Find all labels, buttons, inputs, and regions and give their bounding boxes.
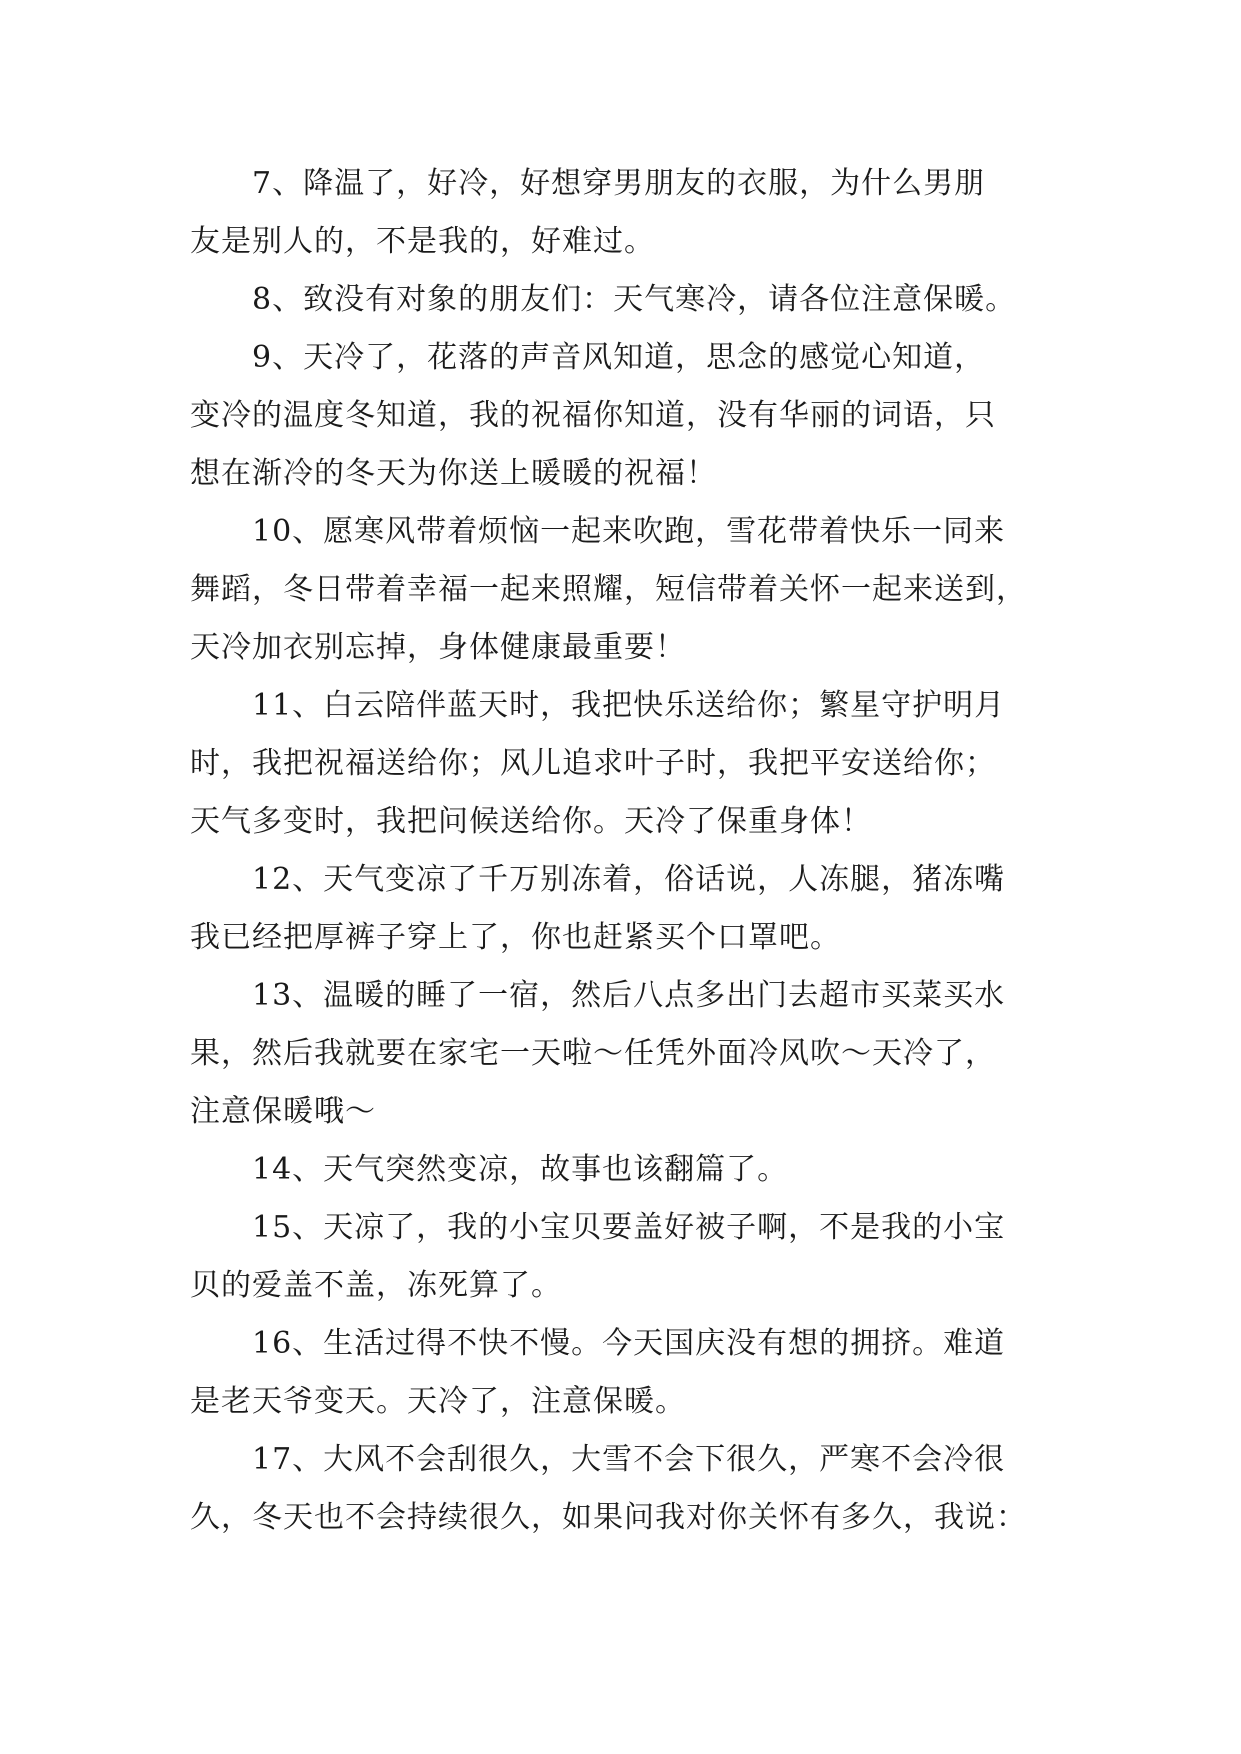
text-line: 11、白云陪伴蓝天时，我把快乐送给你；繁星守护明月 <box>252 688 1006 723</box>
text-line: 舞蹈，冬日带着幸福一起来照耀，短信带着关怀一起来送到， <box>190 572 1027 607</box>
text-line: 友是别人的，不是我的，好难过。 <box>190 224 655 259</box>
document-body <box>190 155 1060 1547</box>
text-line: 15、天凉了，我的小宝贝要盖好被子啊，不是我的小宝 <box>252 1210 1006 1245</box>
paragraph <box>190 1199 1060 1315</box>
text-line: 是老天爷变天。天冷了，注意保暖。 <box>190 1384 686 1419</box>
text-line: 17、大风不会刮很久，大雪不会下很久，严寒不会冷很 <box>252 1442 1006 1477</box>
paragraph <box>190 1315 1060 1431</box>
paragraph <box>190 271 1060 329</box>
text-line: 16、生活过得不快不慢。今天国庆没有想的拥挤。难道 <box>252 1326 1006 1361</box>
text-line: 果，然后我就要在家宅一天啦～任凭外面冷风吹～天冷了， <box>190 1036 996 1071</box>
text-line: 9、天冷了，花落的声音风知道，思念的感觉心知道， <box>252 340 986 375</box>
text-line: 14、天气突然变凉，故事也该翻篇了。 <box>252 1152 789 1187</box>
paragraph <box>190 503 1060 677</box>
text-line: 变冷的温度冬知道，我的祝福你知道，没有华丽的词语，只 <box>190 398 996 433</box>
text-line: 时，我把祝福送给你；风儿追求叶子时，我把平安送给你； <box>190 746 996 781</box>
paragraph <box>190 851 1060 967</box>
text-line: 天气多变时，我把问候送给你。天冷了保重身体！ <box>190 804 872 839</box>
text-line: 8、致没有对象的朋友们：天气寒冷，请各位注意保暖。 <box>252 282 1017 317</box>
text-line: 7、降温了，好冷，好想穿男朋友的衣服，为什么男朋 <box>252 166 986 201</box>
text-line: 久，冬天也不会持续很久，如果问我对你关怀有多久，我说： <box>190 1500 1027 1535</box>
paragraph <box>190 329 1060 503</box>
paragraph <box>190 677 1060 851</box>
text-line: 注意保暖哦～ <box>190 1094 376 1129</box>
text-line: 贝的爱盖不盖，冻死算了。 <box>190 1268 562 1303</box>
paragraph <box>190 1431 1060 1547</box>
text-line: 我已经把厚裤子穿上了，你也赶紧买个口罩吧。 <box>190 920 841 955</box>
text-line: 天冷加衣别忘掉，身体健康最重要！ <box>190 630 686 665</box>
text-line: 10、愿寒风带着烦恼一起来吹跑，雪花带着快乐一同来 <box>252 514 1006 549</box>
paragraph <box>190 1141 1060 1199</box>
paragraph <box>190 967 1060 1141</box>
paragraph <box>190 155 1060 271</box>
text-line: 12、天气变凉了千万别冻着，俗话说，人冻腿，猪冻嘴 <box>252 862 1006 897</box>
text-line: 想在渐冷的冬天为你送上暖暖的祝福！ <box>190 456 717 491</box>
text-line: 13、温暖的睡了一宿，然后八点多出门去超市买菜买水 <box>252 978 1006 1013</box>
